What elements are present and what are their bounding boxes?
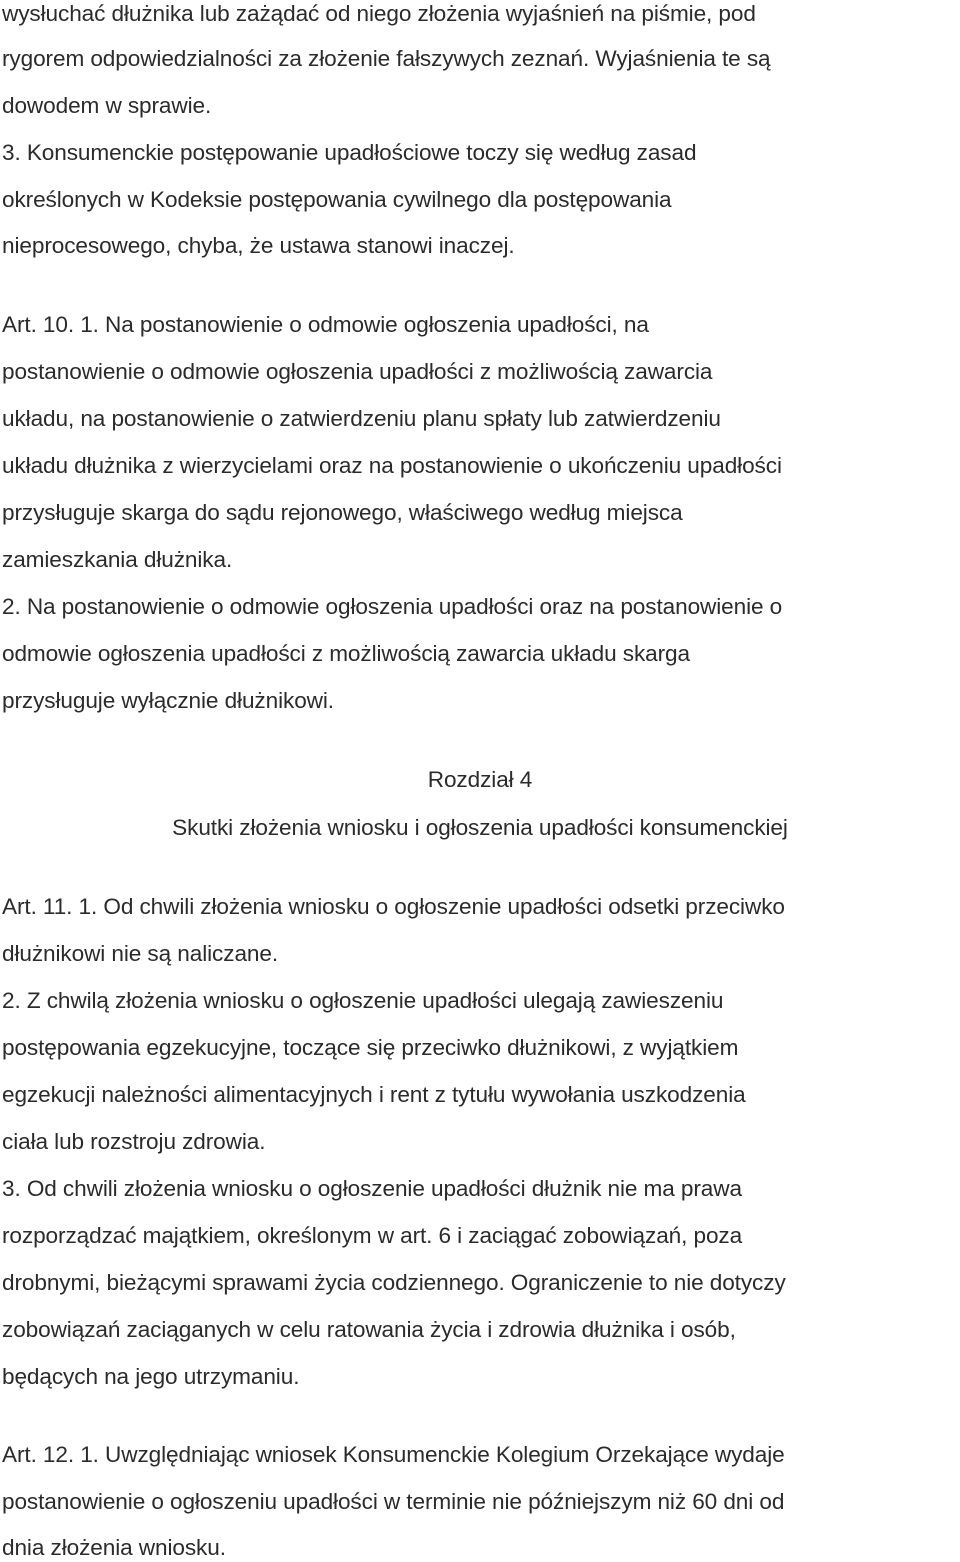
text-line: egzekucji należności alimentacyjnych i rent z tytułu wywołania uszkodzenia: [2, 1082, 746, 1107]
text-line: nieprocesowego, chyba, że ustawa stanowi inaczej.: [2, 233, 515, 258]
chapter-title: Skutki złożenia wniosku i ogłoszenia upadłości konsumenckiej: [172, 815, 788, 840]
text-line: układu, na postanowienie o zatwierdzeniu planu spłaty lub zatwierdzeniu: [2, 406, 721, 431]
text-line: dłużnikowi nie są naliczane.: [2, 941, 279, 966]
text-line: Art. 11. 1. Od chwili złożenia wniosku o ogłoszenie upadłości odsetki przeciwko: [2, 894, 785, 919]
text-line: postanowienie o odmowie ogłoszenia upadłości z możliwością zawarcia: [2, 359, 713, 384]
text-line: Art. 10. 1. Na postanowienie o odmowie ogłoszenia upadłości, na: [2, 312, 649, 337]
text-line: przysługuje wyłącznie dłużnikowi.: [2, 688, 334, 713]
text-line: układu dłużnika z wierzycielami oraz na postanowienie o ukończeniu upadłości: [2, 453, 782, 478]
text-line: ciała lub rozstroju zdrowia.: [2, 1129, 266, 1154]
text-line: określonych w Kodeksie postępowania cywilnego dla postępowania: [2, 187, 672, 212]
text-line: Art. 12. 1. Uwzględniając wniosek Konsumenckie Kolegium Orzekające wydaje: [2, 1442, 785, 1467]
text-line: wysłuchać dłużnika lub zażądać od niego złożenia wyjaśnień na piśmie, pod: [2, 1, 756, 26]
text-line: dowodem w sprawie.: [2, 93, 212, 118]
text-line: będących na jego utrzymaniu.: [2, 1364, 300, 1389]
text-line: zamieszkania dłużnika.: [2, 547, 233, 572]
text-line: rozporządzać majątkiem, określonym w art. 6 i zaciągać zobowiązań, poza: [2, 1223, 743, 1248]
text-line: odmowie ogłoszenia upadłości z możliwością zawarcia układu skarga: [2, 641, 690, 666]
text-line: przysługuje skarga do sądu rejonowego, właściwego według miejsca: [2, 500, 683, 525]
text-line: dnia złożenia wniosku.: [2, 1535, 226, 1560]
text-line: 3. Konsumenckie postępowanie upadłościowe toczy się według zasad: [2, 140, 697, 165]
text-line: zobowiązań zaciąganych w celu ratowania życia i zdrowia dłużnika i osób,: [2, 1317, 736, 1342]
chapter-number: Rozdział 4: [427, 767, 533, 792]
text-line: 2. Na postanowienie o odmowie ogłoszenia upadłości oraz na postanowienie o: [2, 594, 783, 619]
text-line: 3. Od chwili złożenia wniosku o ogłoszenie upadłości dłużnik nie ma prawa: [2, 1176, 742, 1201]
text-line: postanowienie o ogłoszeniu upadłości w terminie nie późniejszym niż 60 dni od: [2, 1489, 785, 1514]
text-line: drobnymi, bieżącymi sprawami życia codziennego. Ograniczenie to nie dotyczy: [2, 1270, 786, 1295]
text-line: 2. Z chwilą złożenia wniosku o ogłoszenie upadłości ulegają zawieszeniu: [2, 988, 724, 1013]
text-line: postępowania egzekucyjne, toczące się przeciwko dłużnikowi, z wyjątkiem: [2, 1035, 739, 1060]
text-line: rygorem odpowiedzialności za złożenie fałszywych zeznań. Wyjaśnienia te są: [2, 46, 771, 71]
